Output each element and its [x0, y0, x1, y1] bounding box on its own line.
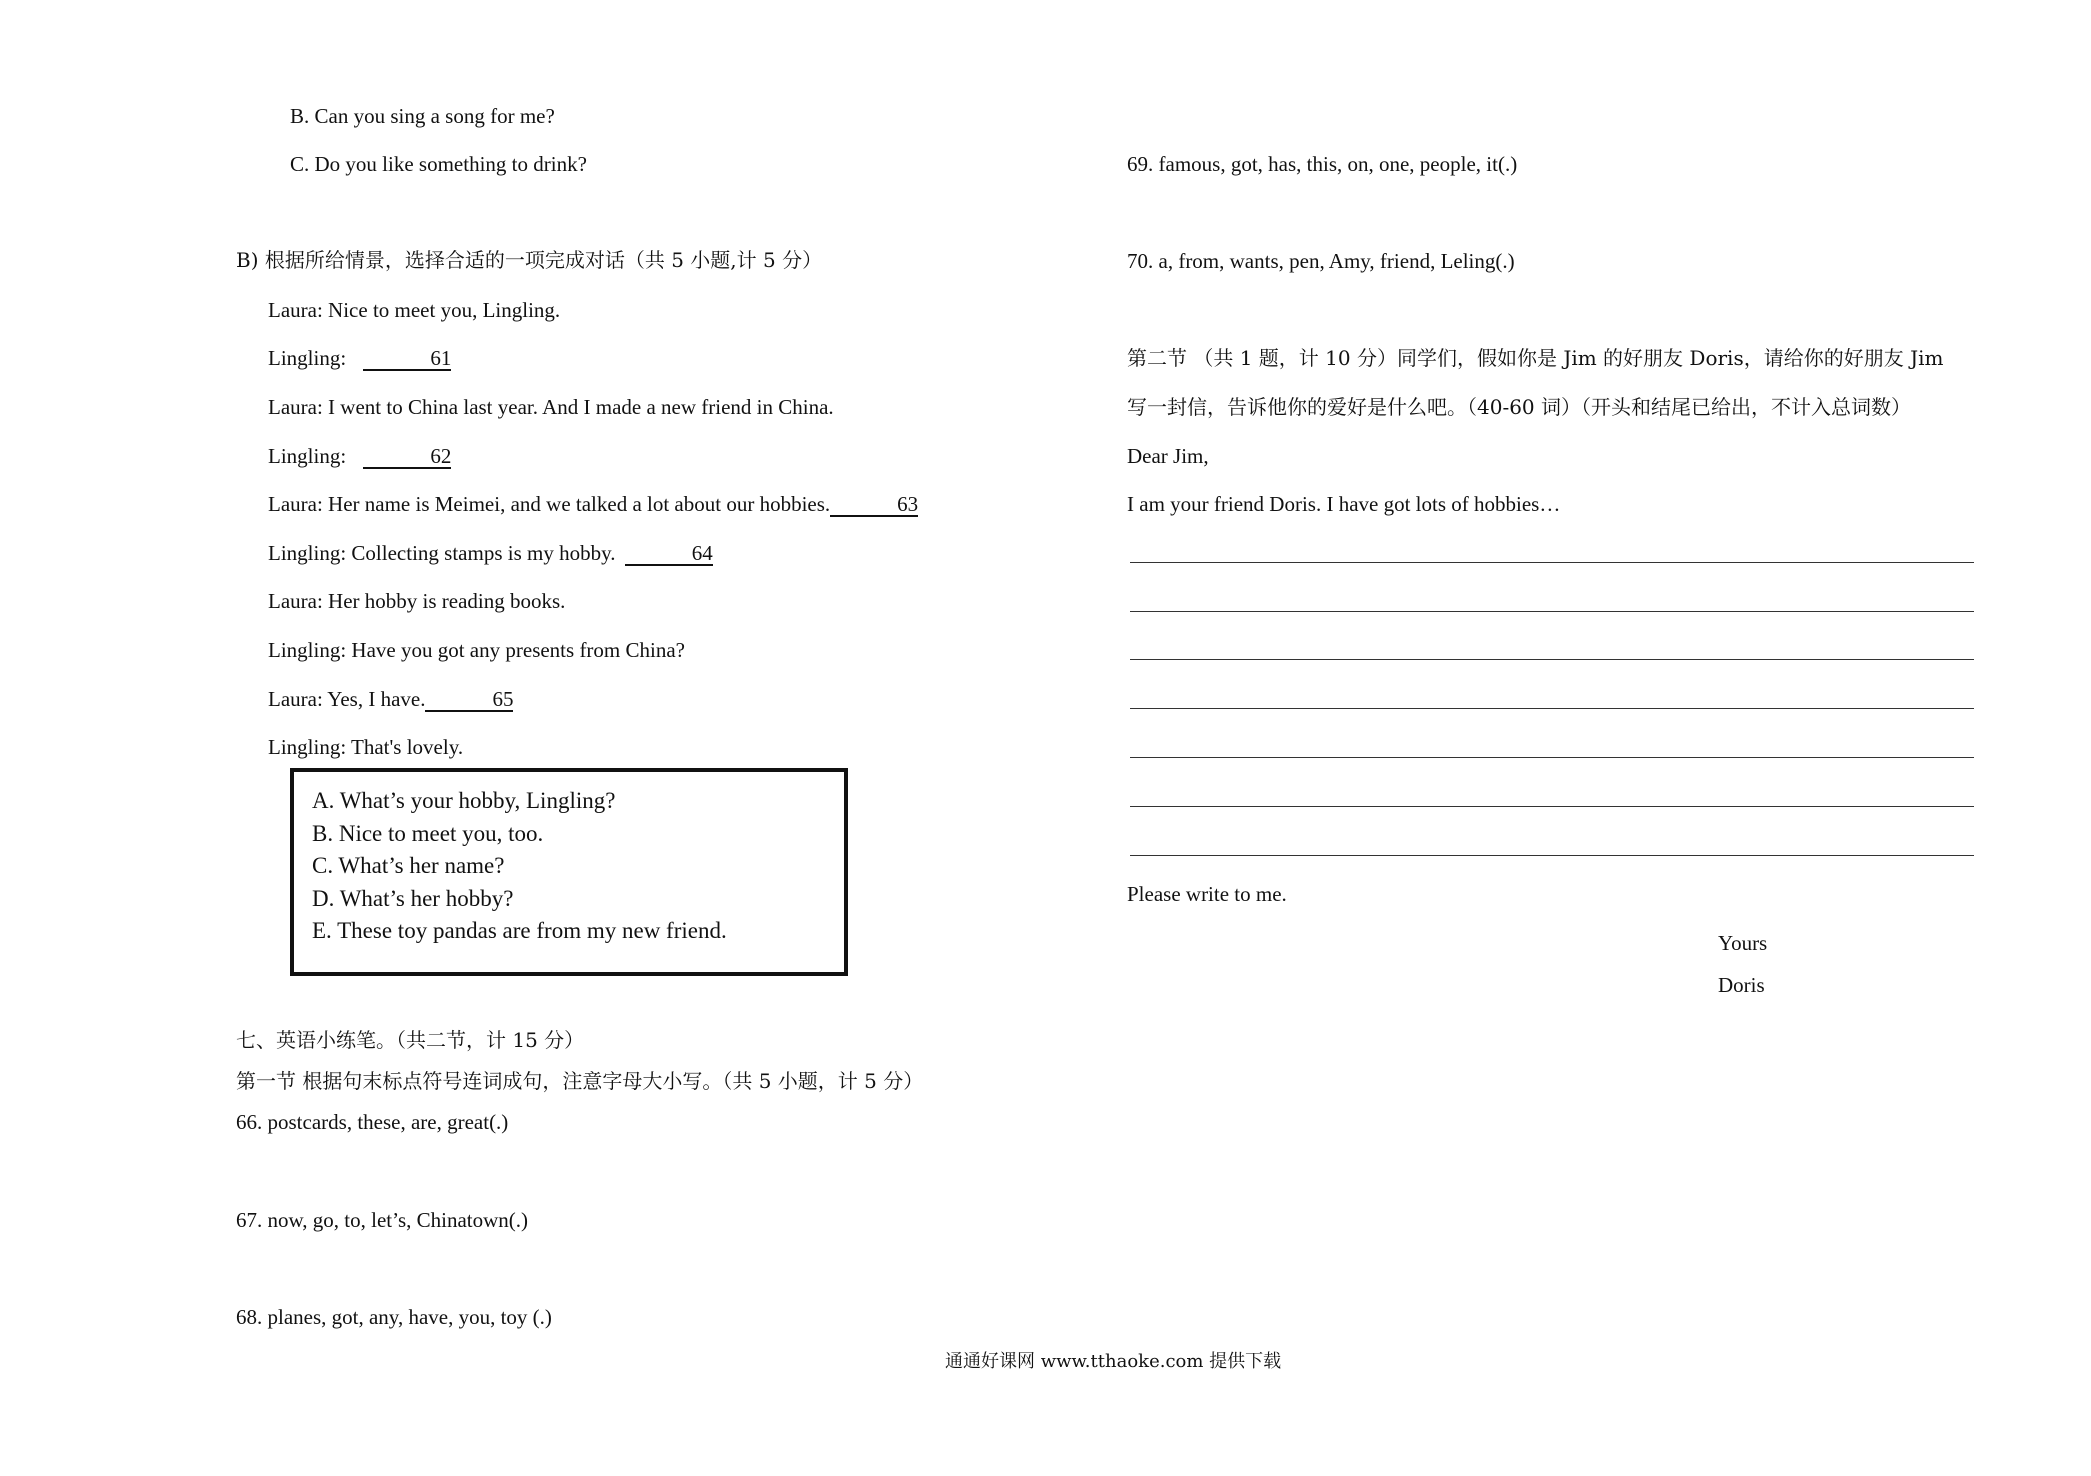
letter-signature: Doris [1718, 973, 1765, 997]
blank-63[interactable]: 63 [830, 494, 918, 517]
answer-options-box [290, 768, 848, 976]
dialogue-line-4: Lingling: 62 [268, 444, 452, 468]
section-seven-heading: 七、英语小练笔。（共二节，计 15 分） [236, 1028, 585, 1052]
part-two-heading-line2: 写一封信，告诉他你的爱好是什么吧。（40-60 词）（开头和结尾已给出，不计入总词数） [1127, 395, 1912, 419]
dialogue-line-7: Laura: Her hobby is reading books. [268, 589, 566, 613]
writing-line[interactable] [1130, 659, 1974, 660]
writing-line[interactable] [1130, 708, 1974, 709]
blank-62[interactable]: 62 [363, 446, 451, 469]
part-one-heading: 第一节 根据句末标点符号连词成句，注意字母大小写。（共 5 小题，计 5 分） [236, 1069, 924, 1093]
dialogue-line-6: Lingling: Collecting stamps is my hobby. 64 [268, 541, 713, 565]
dialogue-line-5: Laura: Her name is Meimei, and we talked a lot about our hobbies. 63 [268, 492, 919, 516]
letter-opening: I am your friend Doris. I have got lots of hobbies… [1127, 492, 1561, 516]
dialogue-line-2: Lingling: 61 [268, 346, 452, 370]
option-b-text: B. Can you sing a song for me? [290, 104, 555, 128]
option-e: E. These toy pandas are from my new friend. [312, 918, 727, 943]
question-66: 66. postcards, these, are, great(.) [236, 1110, 509, 1134]
blank-64[interactable]: 64 [625, 543, 713, 566]
blank-65[interactable]: 65 [425, 689, 513, 712]
letter-closing: Please write to me. [1127, 882, 1287, 906]
dialogue-line-1: Laura: Nice to meet you, Lingling. [268, 298, 561, 322]
writing-line[interactable] [1130, 855, 1974, 856]
dialogue-line-3: Laura: I went to China last year. And I made a new friend in China. [268, 395, 834, 419]
writing-line[interactable] [1130, 806, 1974, 807]
section-b-heading: B) 根据所给情景，选择合适的一项完成对话（共 5 小题,计 5 分） [236, 248, 823, 272]
question-70: 70. a, from, wants, pen, Amy, friend, Leling(.) [1127, 249, 1515, 273]
writing-line[interactable] [1130, 611, 1974, 612]
writing-line[interactable] [1130, 757, 1974, 758]
question-69: 69. famous, got, has, this, on, one, people, it(.) [1127, 152, 1518, 176]
footer-download-notice: 通通好课网 www.tthaoke.com 提供下载 [945, 1351, 1282, 1372]
question-68: 68. planes, got, any, have, you, toy (.) [236, 1305, 552, 1329]
option-d: D. What’s her hobby? [312, 886, 514, 911]
dialogue-line-9: Laura: Yes, I have. 65 [268, 687, 514, 711]
blank-61[interactable]: 61 [363, 348, 451, 371]
question-67: 67. now, go, to, let’s, Chinatown(.) [236, 1208, 529, 1232]
letter-yours: Yours [1718, 931, 1768, 955]
letter-salutation: Dear Jim, [1127, 444, 1209, 468]
option-c-text: C. Do you like something to drink? [290, 152, 587, 176]
option-c: C. What’s her name? [312, 853, 505, 878]
dialogue-line-8: Lingling: Have you got any presents from China? [268, 638, 685, 662]
writing-line[interactable] [1130, 562, 1974, 563]
part-two-heading-line1: 第二节 （共 1 题，计 10 分）同学们，假如你是 Jim 的好朋友 Doris，请给你的好朋友 Jim [1127, 346, 1944, 370]
option-a: A. What’s your hobby, Lingling? [312, 788, 616, 813]
dialogue-line-10: Lingling: That's lovely. [268, 735, 464, 759]
option-b: B. Nice to meet you, too. [312, 821, 544, 846]
